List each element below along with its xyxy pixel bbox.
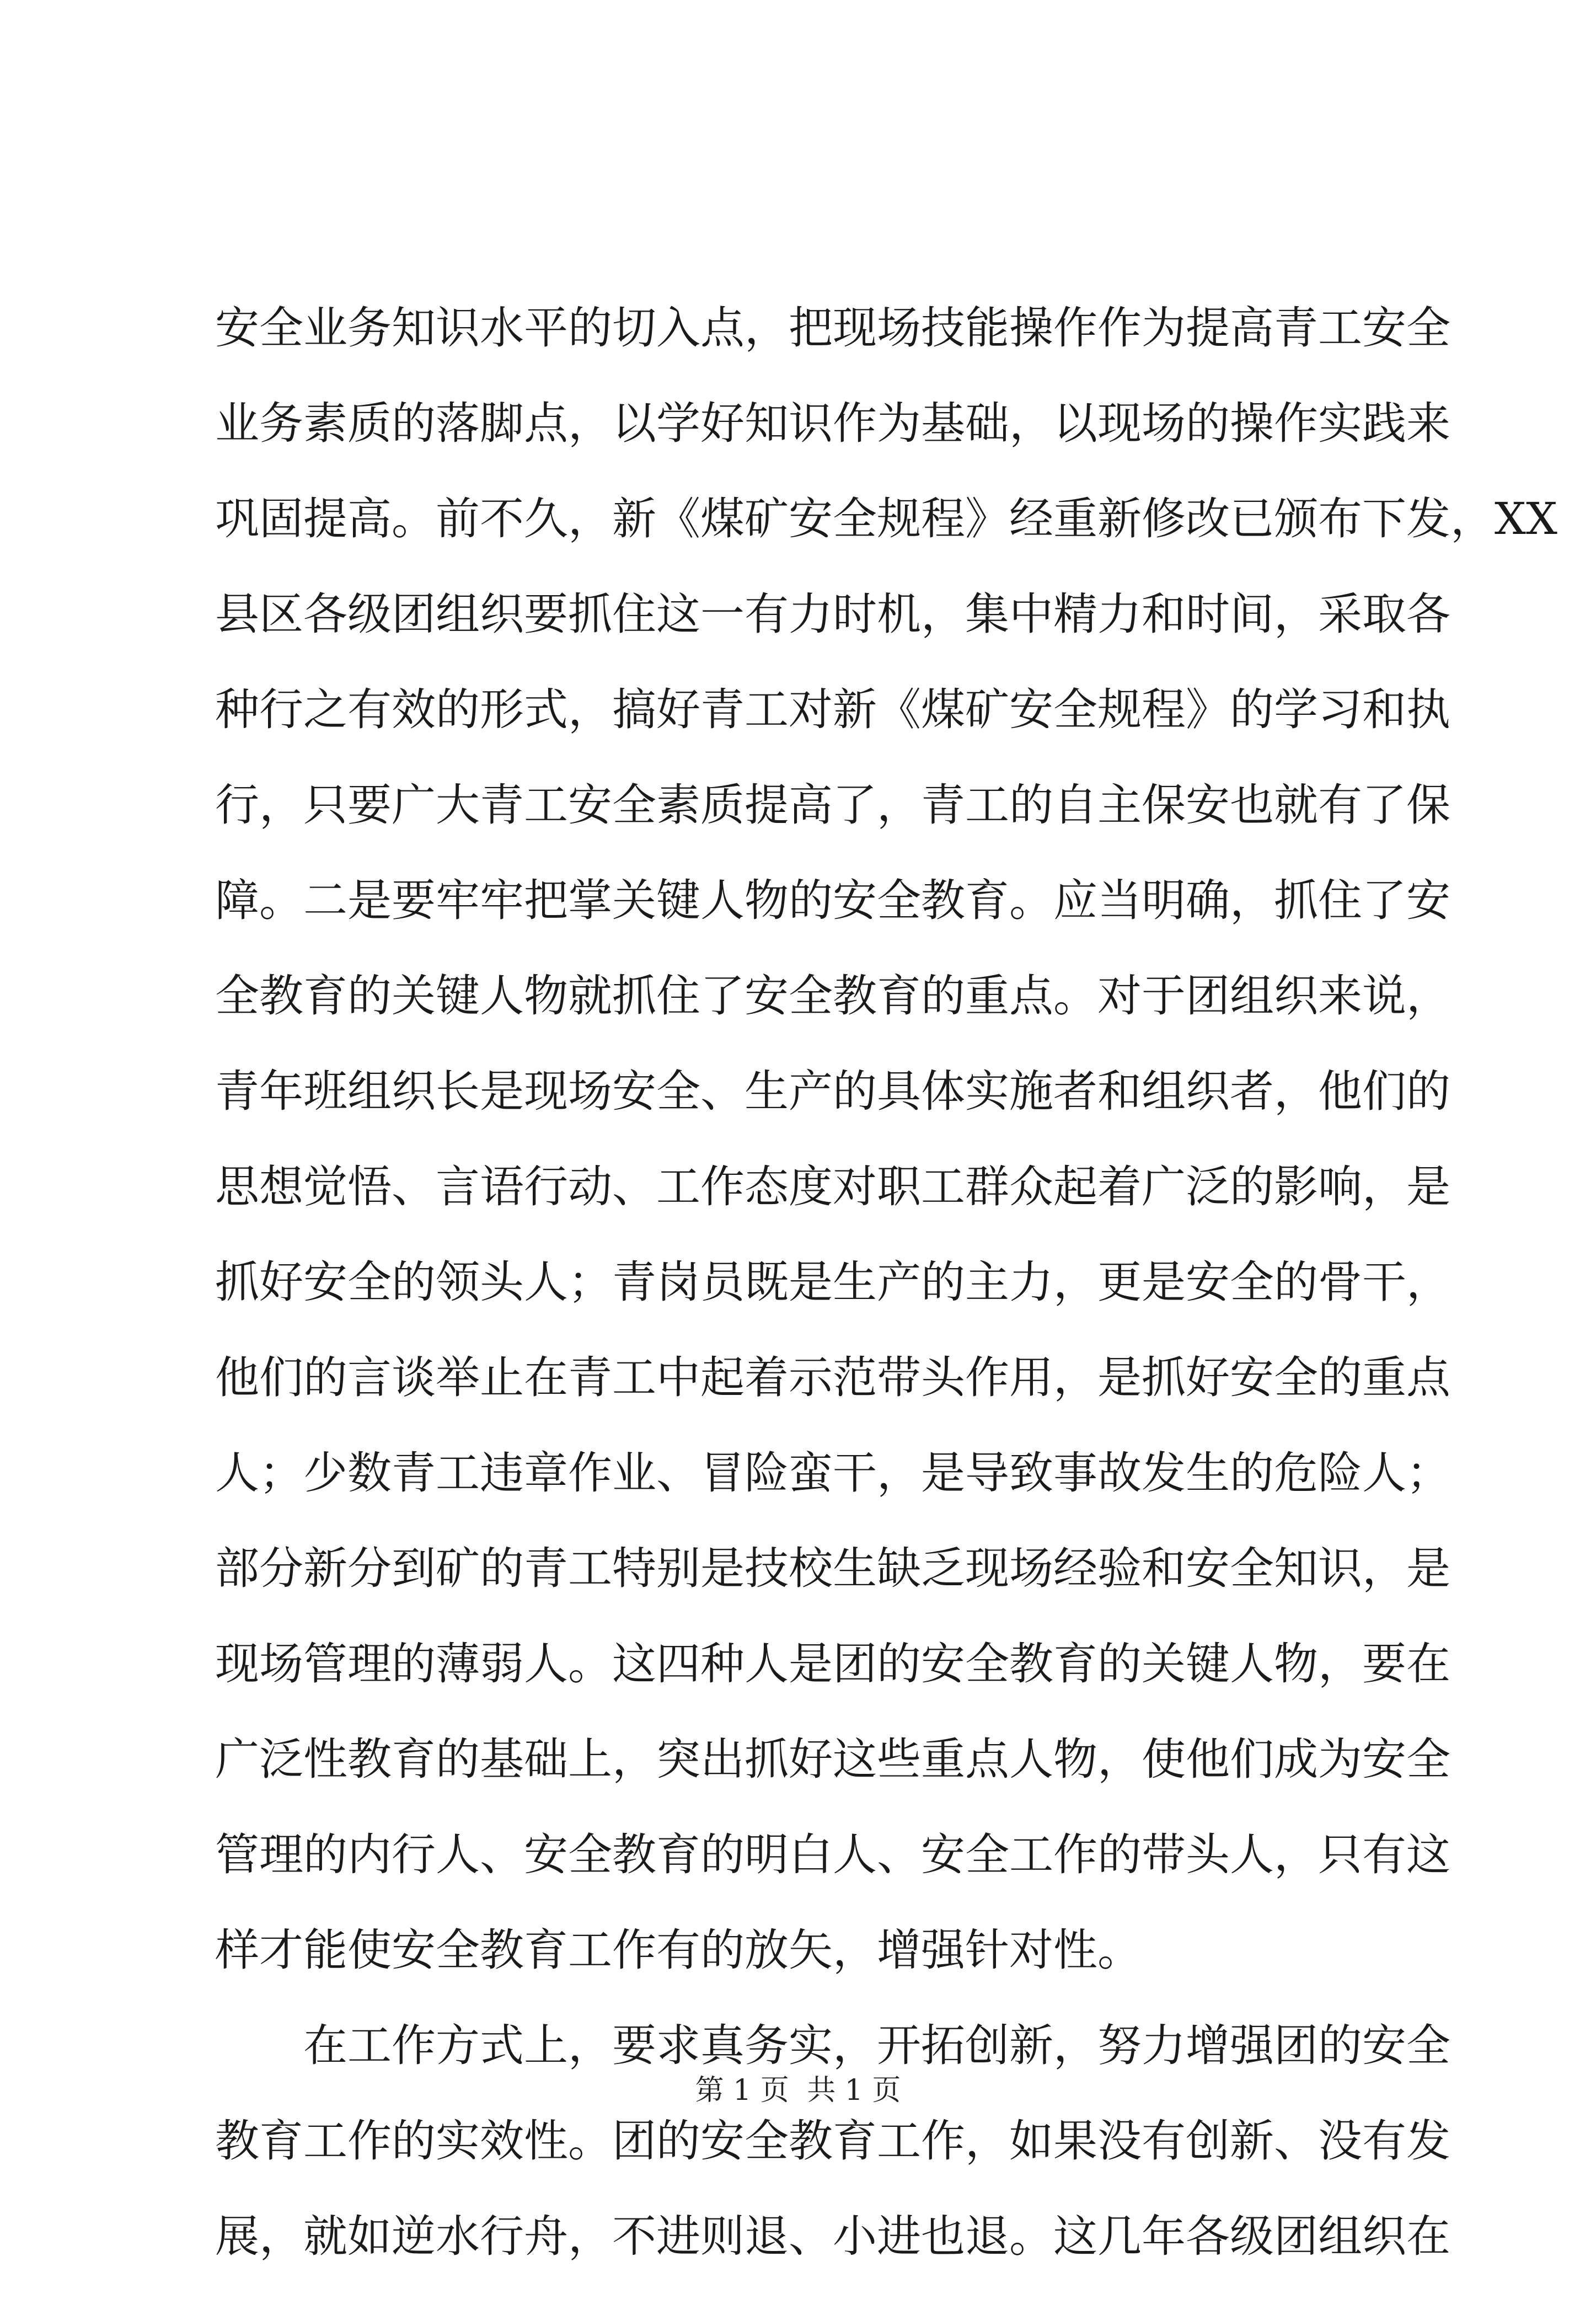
page-footer: [0, 2074, 1596, 2107]
text-line: 巩固提高。前不久，新《煤矿安全规程》经重新修改已颁布下发，XX: [215, 493, 1557, 544]
text-line: 思想觉悟、言语行动、工作态度对职工群众起着广泛的影响，是: [215, 1161, 1450, 1212]
text-line: 教育工作的实效性。团的安全教育工作，如果没有创新、没有发: [215, 2115, 1450, 2167]
text-line: 展，就如逆水行舟，不进则退、小进也退。这几年各级团组织在: [215, 2211, 1450, 2262]
text-line: 县区各级团组织要抓住这一有力时机，集中精力和时间，采取各: [215, 589, 1450, 640]
text-line: 管理的内行人、安全教育的明白人、安全工作的带头人，只有这: [215, 1829, 1450, 1880]
text-line: 障。二是要牢牢把掌关键人物的安全教育。应当明确，抓住了安: [215, 875, 1450, 926]
text-line: 人；少数青工违章作业、冒险蛮干，是导致事故发生的危险人；: [215, 1447, 1450, 1499]
text-line: 部分新分到矿的青工特别是技校生缺乏现场经验和安全知识，是: [215, 1543, 1450, 1594]
text-line: 他们的言谈举止在青工中起着示范带头作用，是抓好安全的重点: [215, 1352, 1450, 1403]
page-total: 共 1 页: [807, 2074, 901, 2107]
text-line: 青年班组织长是现场安全、生产的具体实施者和组织者，他们的: [215, 1066, 1450, 1117]
text-line: 全教育的关键人物就抓住了安全教育的重点。对于团组织来说，: [215, 970, 1450, 1022]
text-line: 行，只要广大青工安全素质提高了，青工的自主保安也就有了保: [215, 779, 1450, 831]
text-line: 抓好安全的领头人；青岗员既是生产的主力，更是安全的骨干，: [215, 1256, 1450, 1308]
body-text: [215, 302, 1557, 2310]
text-line: 现场管理的薄弱人。这四种人是团的安全教育的关键人物，要在: [215, 1638, 1450, 1689]
text-line: 样才能使安全教育工作有的放矢，增强针对性。: [215, 1924, 1142, 1976]
text-line: 种行之有效的形式，搞好青工对新《煤矿安全规程》的学习和执: [215, 684, 1450, 735]
text-line: 安全业务知识水平的切入点，把现场技能操作作为提高青工安全: [215, 302, 1450, 354]
page-number: 第 1 页: [695, 2074, 789, 2107]
text-line: 业务素质的落脚点，以学好知识作为基础，以现场的操作实践来: [215, 398, 1450, 449]
text-line: 广泛性教育的基础上，突出抓好这些重点人物，使他们成为安全: [215, 1734, 1450, 1785]
text-line: 在工作方式上，要求真务实，开拓创新，努力增强团的安全: [303, 2020, 1450, 2071]
